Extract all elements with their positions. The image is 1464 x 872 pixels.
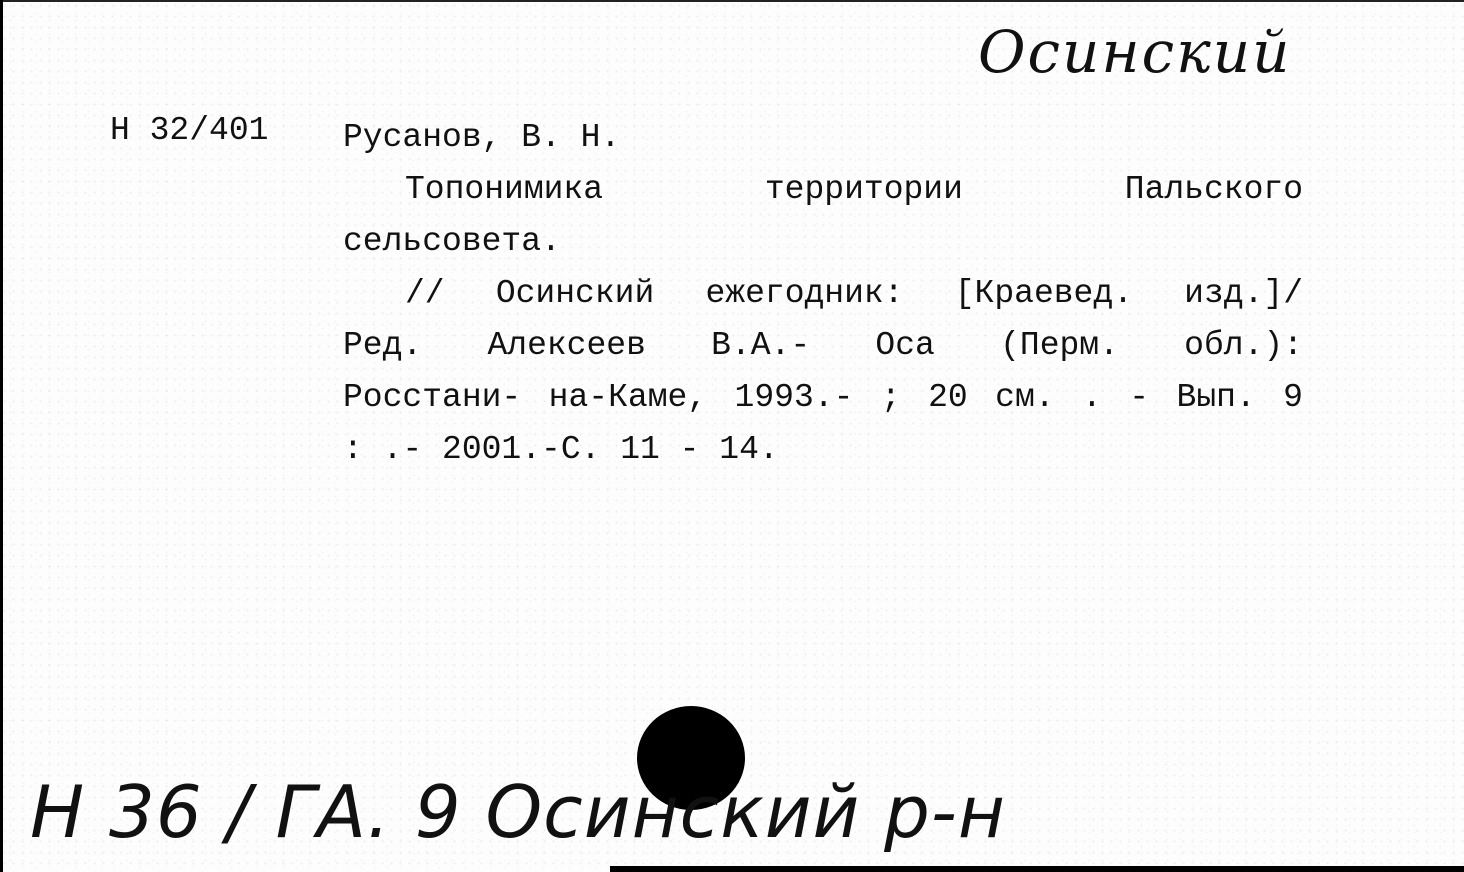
card-bottom-edge [610, 866, 1464, 872]
card-left-edge [0, 0, 3, 872]
source-line-2: Ред. Алексеев В.А.- Оса (Перм. обл.): [343, 327, 1303, 364]
title-line-2: сельсовета. [343, 223, 561, 260]
source-line-1: // Осинский ежегодник: [Краевед. изд.]/ [405, 275, 1303, 312]
shelf-mark: Н 32/401 [110, 112, 269, 149]
source-line-4: : .- 2001.-С. 11 - 14. [343, 431, 779, 468]
handwritten-classification: Н 36 / ГА. 9 Осинский р-н [30, 770, 1006, 854]
source-line-3: Росстани- на-Каме, 1993.- ; 20 см. . - Вып. 9 [343, 379, 1303, 416]
handwritten-subject: Осинский [978, 18, 1292, 86]
title-line-1: Топонимика территории Пальского [405, 171, 1303, 208]
bibliographic-entry [343, 112, 1303, 476]
author: Русанов, В. Н. [343, 119, 621, 156]
card-top-edge [0, 0, 1464, 2]
